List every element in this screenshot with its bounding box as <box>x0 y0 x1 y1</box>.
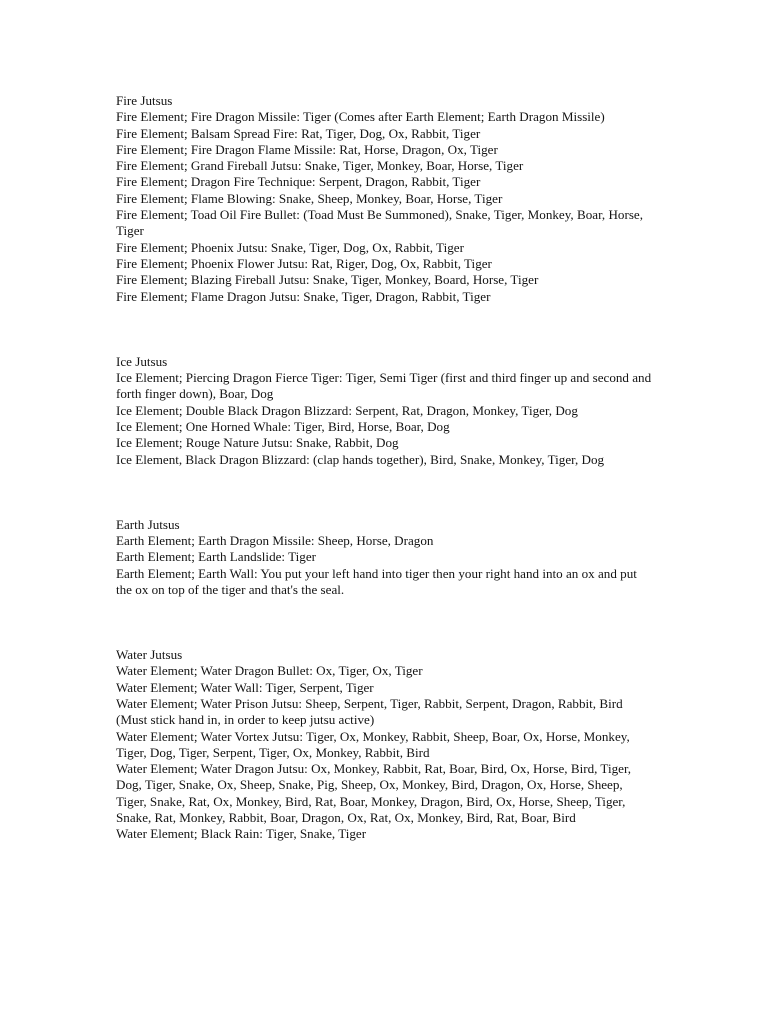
jutsu-entry: Fire Element; Blazing Fireball Jutsu: Snake, Tiger, Monkey, Board, Horse, Tiger <box>116 272 539 288</box>
jutsu-entry: Ice Element; One Horned Whale: Tiger, Bird, Horse, Boar, Dog <box>116 418 450 434</box>
jutsu-entry: Ice Element; Rouge Nature Jutsu: Snake, Rabbit, Dog <box>116 435 399 451</box>
jutsu-entry: Fire Element; Flame Blowing: Snake, Sheep, Monkey, Boar, Horse, Tiger <box>116 190 503 206</box>
jutsu-entry: Fire Element; Fire Dragon Missile: Tiger (Comes after Earth Element; Earth Dragon Missile) <box>116 109 605 125</box>
jutsu-entry: Ice Element; Double Black Dragon Blizzard: Serpent, Rat, Dragon, Monkey, Tiger, Dog <box>116 402 578 418</box>
jutsu-entry: Water Element; Water Dragon Bullet: Ox, Tiger, Ox, Tiger <box>116 663 423 679</box>
jutsu-entry: Ice Element, Black Dragon Blizzard: (clap hands together), Bird, Snake, Monkey, Tiger, Dog <box>116 451 605 467</box>
earth-jutsus-section <box>116 517 656 598</box>
fire-jutsus-section <box>116 93 656 305</box>
section-spacer <box>116 468 656 517</box>
jutsu-entry: Water Element; Water Wall: Tiger, Serpent, Tiger <box>116 679 374 695</box>
section-heading: Ice Jutsus <box>116 353 168 369</box>
water-jutsus-section <box>116 647 656 843</box>
jutsu-entry: Fire Element; Phoenix Jutsu: Snake, Tiger, Dog, Ox, Rabbit, Tiger <box>116 239 464 255</box>
document-page <box>116 93 656 843</box>
jutsu-entry: Earth Element; Earth Landslide: Tiger <box>116 549 316 565</box>
jutsu-entry: Water Element; Water Vortex Jutsu: Tiger, Ox, Monkey, Rabbit, Sheep, Boar, Ox, Horse, Monkey, Tiger, Dog, Tiger, Serpent, Tiger, Ox, Monkey, Rabbit, Bird <box>116 728 630 760</box>
ice-jutsus-section <box>116 354 656 468</box>
jutsu-entry: Water Element; Water Prison Jutsu: Sheep, Serpent, Tiger, Rabbit, Serpent, Dragon, Rabbit, Bird (Must stick hand in, in order to keep jutsu active) <box>116 695 623 728</box>
section-heading: Water Jutsus <box>116 647 183 663</box>
jutsu-entry: Water Element; Water Dragon Jutsu: Ox, Monkey, Rabbit, Rat, Boar, Bird, Ox, Horse, Bird, Tiger, Dog, Tiger, Snake, Ox, Sheep, Snake, Pig, Sheep, Ox, Monkey, Bird, Dragon, Ox, Horse, Sheep, Tiger, Snake, Rat, Ox, Monkey, Bird, Rat, Boar, Monkey, Dragon, Bird, Ox, Horse, Sheep, Tiger, Snake, Rat, Monkey, Rabbit, Boar, Dragon, Ox, Rat, Ox, Monkey, Bird, Rat, Boar, Bird <box>116 761 632 826</box>
jutsu-entry: Water Element; Black Rain: Tiger, Snake, Tiger <box>116 826 367 842</box>
section-spacer <box>116 598 656 647</box>
jutsu-entry: Fire Element; Dragon Fire Technique: Serpent, Dragon, Rabbit, Tiger <box>116 174 481 190</box>
jutsu-entry: Earth Element; Earth Wall: You put your left hand into tiger then your right hand into an ox and put the ox on top of the tiger and that's the seal. <box>116 565 637 597</box>
section-heading: Earth Jutsus <box>116 516 180 532</box>
jutsu-entry: Fire Element; Fire Dragon Flame Missile: Rat, Horse, Dragon, Ox, Tiger <box>116 141 498 157</box>
jutsu-entry: Fire Element; Balsam Spread Fire: Rat, Tiger, Dog, Ox, Rabbit, Tiger <box>116 125 481 141</box>
jutsu-entry: Fire Element; Toad Oil Fire Bullet: (Toad Must Be Summoned), Snake, Tiger, Monkey, Boar, Horse, Tiger <box>116 207 643 239</box>
section-spacer <box>116 305 656 354</box>
jutsu-entry: Earth Element; Earth Dragon Missile: Sheep, Horse, Dragon <box>116 533 434 549</box>
jutsu-entry: Fire Element; Phoenix Flower Jutsu: Rat, Riger, Dog, Ox, Rabbit, Tiger <box>116 255 492 271</box>
jutsu-entry: Ice Element; Piercing Dragon Fierce Tiger: Tiger, Semi Tiger (first and third finger up and second and forth finger down), Boar, Dog <box>116 370 652 402</box>
jutsu-entry: Fire Element; Flame Dragon Jutsu: Snake, Tiger, Dragon, Rabbit, Tiger <box>116 288 491 304</box>
jutsu-entry: Fire Element; Grand Fireball Jutsu: Snake, Tiger, Monkey, Boar, Horse, Tiger <box>116 158 524 174</box>
section-heading: Fire Jutsus <box>116 93 173 108</box>
